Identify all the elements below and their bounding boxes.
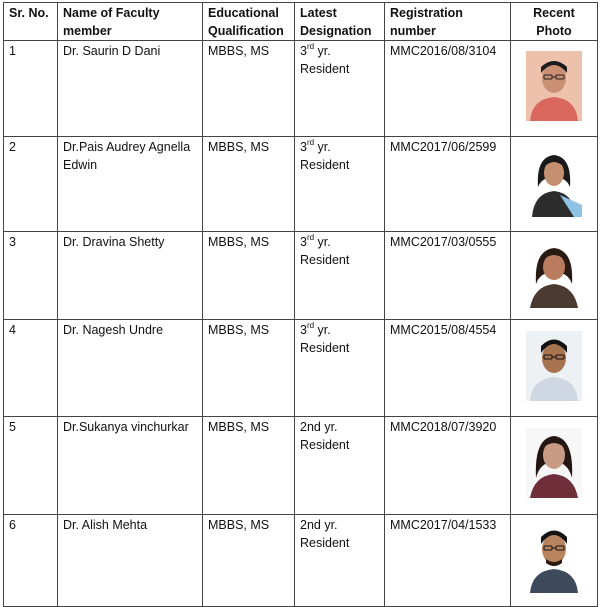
- designation-number: 3: [300, 140, 307, 154]
- designation-cell: [295, 232, 385, 320]
- designation-unit: yr.: [314, 140, 331, 154]
- faculty-name-cell: Dr.Sukanya vinchurkar: [58, 417, 203, 515]
- qualification-cell: MBBS, MS: [203, 41, 295, 137]
- photo-cell: [511, 417, 598, 515]
- designation-unit: yr.: [314, 235, 331, 249]
- registration-cell: MMC2017/03/0555: [385, 232, 511, 320]
- designation-unit: yr.: [314, 323, 331, 337]
- table-row: [4, 515, 598, 607]
- designation-number: 3: [300, 44, 307, 58]
- designation-cell: [295, 515, 385, 607]
- faculty-name-cell: Dr.Pais Audrey Agnella Edwin: [58, 137, 203, 232]
- qualification-cell: MBBS, MS: [203, 137, 295, 232]
- designation-line-2: Resident: [300, 158, 350, 172]
- sr-no-cell: 6: [4, 515, 58, 607]
- designation-number: 3: [300, 323, 307, 337]
- table-row: [4, 41, 598, 137]
- designation-line-1: [300, 418, 379, 436]
- photo-cell: [511, 137, 598, 232]
- registration-cell: MMC2017/06/2599: [385, 137, 511, 232]
- header-registration: Registration number: [385, 3, 511, 41]
- table-header-row: [4, 3, 598, 41]
- designation-line-1: [300, 516, 379, 534]
- header-designation: Latest Designation: [295, 3, 385, 41]
- designation-line-2: Resident: [300, 62, 350, 76]
- designation-line-1: [300, 138, 379, 156]
- table-row: [4, 417, 598, 515]
- photo-cell: [511, 320, 598, 417]
- designation-line-2: Resident: [300, 253, 350, 267]
- designation-unit: yr.: [320, 420, 338, 434]
- faculty-name-cell: Dr. Dravina Shetty: [58, 232, 203, 320]
- female-portrait-photo: [526, 428, 582, 498]
- designation-cell: [295, 320, 385, 417]
- faculty-name-cell: Dr. Saurin D Dani: [58, 41, 203, 137]
- male-portrait-photo: [526, 523, 582, 593]
- photo-cell: [511, 41, 598, 137]
- header-qualification: Educational Qualification: [203, 3, 295, 41]
- designation-suffix: rd: [306, 41, 315, 51]
- designation-suffix: rd: [306, 137, 315, 147]
- designation-suffix: rd: [306, 232, 315, 242]
- designation-number: 2nd: [300, 518, 321, 532]
- faculty-name-cell: Dr. Alish Mehta: [58, 515, 203, 607]
- faculty-table: [3, 2, 598, 607]
- designation-cell: [295, 417, 385, 515]
- designation-line-1: [300, 233, 379, 251]
- sr-no-cell: 1: [4, 41, 58, 137]
- table-row: [4, 137, 598, 232]
- photo-cell: [511, 515, 598, 607]
- designation-number: 3: [300, 235, 307, 249]
- designation-unit: yr.: [320, 518, 338, 532]
- male-portrait-photo: [526, 51, 582, 121]
- qualification-cell: MBBS, MS: [203, 320, 295, 417]
- header-faculty-name: Name of Faculty member: [58, 3, 203, 41]
- designation-line-2: Resident: [300, 536, 350, 550]
- registration-cell: MMC2016/08/3104: [385, 41, 511, 137]
- designation-unit: yr.: [314, 44, 331, 58]
- designation-line-1: [300, 321, 379, 339]
- designation-cell: [295, 41, 385, 137]
- sr-no-cell: 3: [4, 232, 58, 320]
- qualification-cell: MBBS, MS: [203, 232, 295, 320]
- designation-cell: [295, 137, 385, 232]
- faculty-name-cell: Dr. Nagesh Undre: [58, 320, 203, 417]
- qualification-cell: MBBS, MS: [203, 515, 295, 607]
- photo-cell: [511, 232, 598, 320]
- sr-no-cell: 4: [4, 320, 58, 417]
- designation-number: 2nd: [300, 420, 321, 434]
- registration-cell: MMC2017/04/1533: [385, 515, 511, 607]
- designation-line-2: Resident: [300, 438, 350, 452]
- registration-cell: MMC2018/07/3920: [385, 417, 511, 515]
- sr-no-cell: 5: [4, 417, 58, 515]
- registration-cell: MMC2015/08/4554: [385, 320, 511, 417]
- table-row: [4, 320, 598, 417]
- female-portrait-photo: [526, 238, 582, 308]
- table-row: [4, 232, 598, 320]
- header-photo: Recent Photo: [511, 3, 598, 41]
- qualification-cell: MBBS, MS: [203, 417, 295, 515]
- sr-no-cell: 2: [4, 137, 58, 232]
- header-sr-no: Sr. No.: [4, 3, 58, 41]
- male-portrait-photo: [526, 331, 582, 401]
- designation-line-2: Resident: [300, 341, 350, 355]
- designation-suffix: rd: [306, 320, 315, 330]
- female-portrait-photo: [526, 147, 582, 217]
- designation-line-1: [300, 42, 379, 60]
